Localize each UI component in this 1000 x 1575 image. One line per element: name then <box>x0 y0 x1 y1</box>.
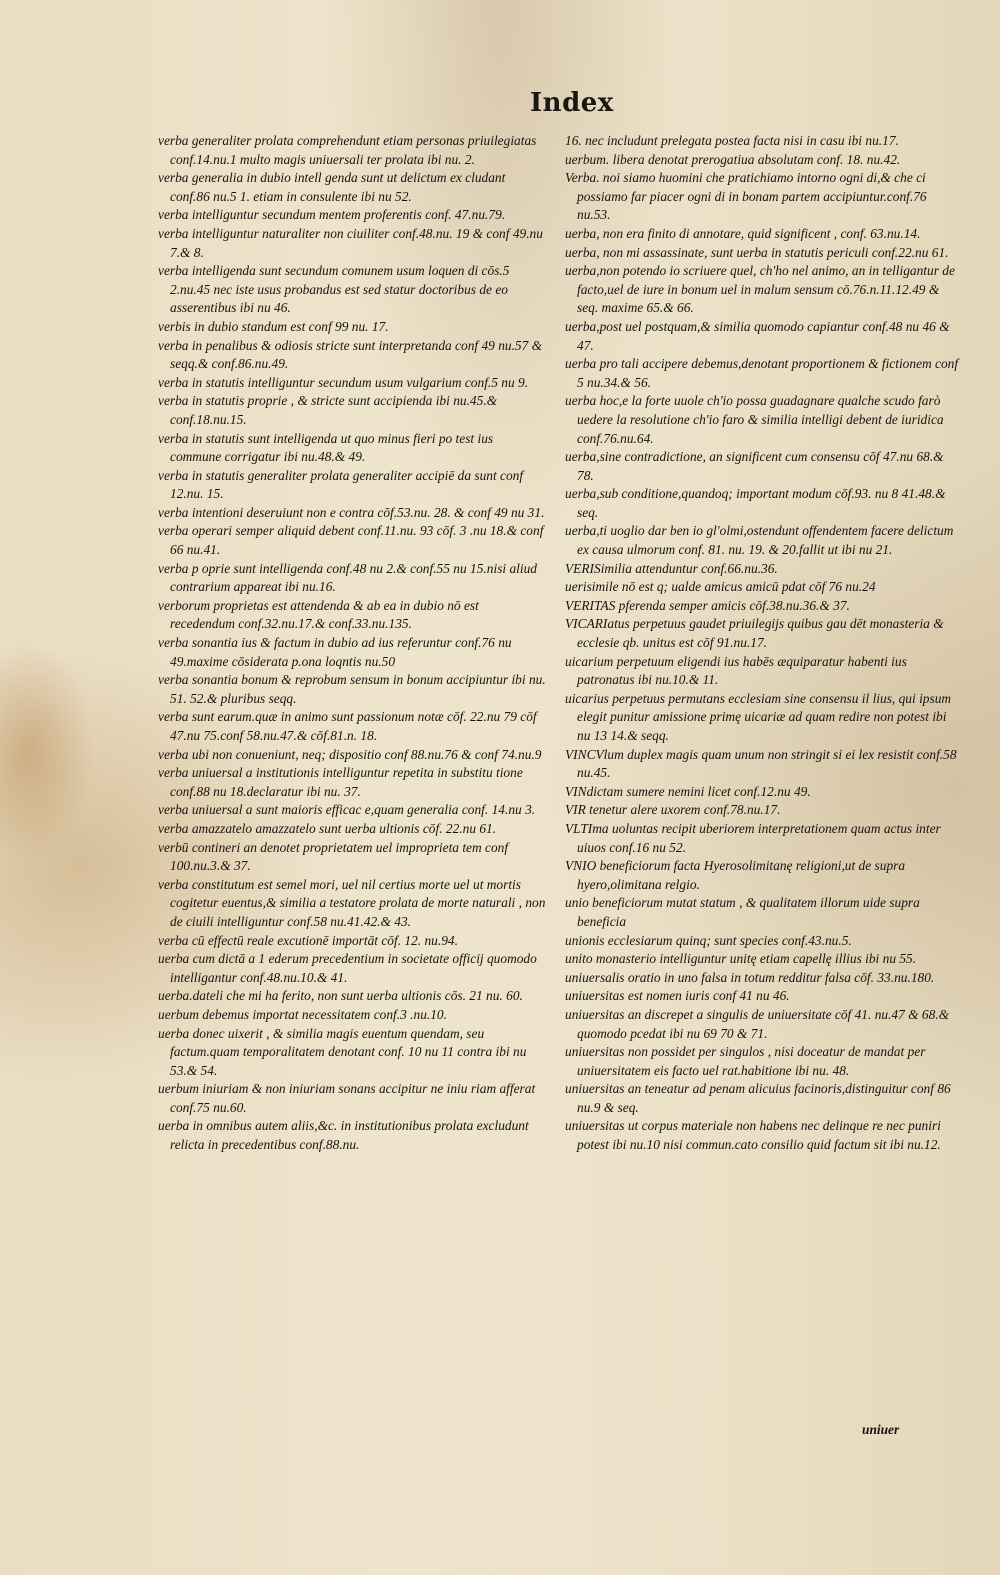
index-entry: verbis in dubio standum est conf 99 nu. 17. <box>158 318 389 334</box>
index-entry: verba in statutis sunt intelligenda ut quo minus fieri po test ius commune corrigatur ibi nu.48.& 49. <box>158 430 494 465</box>
index-entry: verba in penalibus & odiosis stricte sunt interpretanda conf 49 nu.57 & seqq.& conf.86.nu.49. <box>158 337 543 372</box>
index-entry: uniuersitas non possidet per singulos , nisi doceatur de mandat per uniuersitatem eis facto uel rat.habitione ibi nu. 48. <box>565 1044 926 1078</box>
index-entry: verba intentioni deseruiunt non e contra cōf.53.nu. 28. & conf 49 nu 31. <box>158 504 545 520</box>
index-entry: uerba cum dictā a 1 ederum precedentium in societate officij quomodo intelligantur conf.48.nu.10.& 41. <box>158 951 537 985</box>
index-entry: verba operari semper aliquid debent conf.11.nu. 93 cōf. 3 .nu 18.& conf 66 nu.41. <box>158 523 544 558</box>
index-entry: uerba hoc,e la forte uuole ch'io possa guadagnare qualche scudo farò uedere la resolutione ch'io faro & similia intelligi debent de iuridica conf.76.nu.64. <box>565 393 944 446</box>
index-entry: verba sonantia bonum & reprobum sensum in bonum accipiuntur ibi nu. 51. 52.& pluribus seqq. <box>158 672 546 706</box>
index-entry: uerba pro tali accipere debemus,denotant proportionem & fictionem conf 5 nu.34.& 56. <box>565 356 959 390</box>
index-entry: uerbum debemus importat necessitatem conf.3 .nu.10. <box>158 1006 447 1022</box>
index-entry: uerba,ti uoglio dar ben io gl'olmi,ostendunt offendentem facere delictum ex causa ulmorum conf. 81. nu. 19. & 20.fallit ut ibi nu 21. <box>565 523 954 558</box>
index-entry: uerbum iniuriam & non iniuriam sonans accipitur ne iniu riam afferat conf.75 nu.60. <box>158 1081 536 1115</box>
index-entry: uicarius perpetuus permutans ecclesiam sine consensu il lius, qui ipsum elegit punitur amissione primę uicariæ ad quam redire non potest ibi nu 13 14.& seqq. <box>565 690 952 743</box>
index-entry: Verba. noi siamo huomini che pratichiamo intorno ogni di,& che ci possiamo far piacer ogni di in bonam partem accipiuntur.conf.76 nu.53. <box>565 170 927 223</box>
index-entry: verba uniuersal a institutionis intelliguntur repetita in substitu tione conf.88 nu 18.declaratur ibi nu. 37. <box>158 765 523 799</box>
index-entry: uniuersitas ut corpus materiale non habens nec delinque re nec puniri potest ibi nu.10 nisi commun.cato consilio quid factum sit ibi nu.12. <box>565 1118 941 1153</box>
index-entry: verba generalia in dubio intell genda sunt ut delictum ex cludant conf.86 nu.5 1. etiam in consulente ibi nu 52. <box>158 170 506 204</box>
index-entry: VICARIatus perpetuus gaudet priuilegijs quibus gau dēt monasteria & ecclesie qb. unitus est cōf 91.nu.17. <box>565 616 944 651</box>
index-entry: verba in statutis proprie , & stricte sunt accipienda ibi nu.45.& conf.18.nu.15. <box>158 393 498 427</box>
index-entry: uerba,post uel postquam,& similia quomodo capiantur conf.48 nu 46 & 47. <box>565 318 950 353</box>
index-entry: verba generaliter prolata comprehendunt etiam personas priuilegiatas conf.14.nu.1 multo magis uniuersali ter prolata ibi nu. 2. <box>158 133 537 167</box>
index-entry: uerba,non potendo io scriuere quel, ch'ho nel animo, an in telligantur de facto,uel de iure in bonum uel in malum sensum cō.76.n.11.12.49 & seq. maxime 65.& 66. <box>565 263 955 316</box>
index-entry: verba in statutis generaliter prolata generaliter accipiē da sunt conf 12.nu. 15. <box>158 467 524 502</box>
paper-stain <box>0 640 95 860</box>
index-entry: VINdictam sumere nemini licet conf.12.nu 49. <box>565 783 811 799</box>
index-entry: uniuersitas an teneatur ad penam alicuius facinoris,distinguitur conf 86 nu.9 & seq. <box>565 1081 951 1115</box>
index-entry: uerba.dateli che mi ha ferito, non sunt uerba ultionis cōs. 21 nu. 60. <box>158 988 523 1004</box>
index-entry: unio beneficiorum mutat statum , & qualitatem illorum uide supra beneficia <box>565 895 920 929</box>
index-entry: verba p oprie sunt intelligenda conf.48 nu 2.& conf.55 nu 15.nisi aliud contrarium appareat ibi nu.16. <box>158 560 537 595</box>
index-entry: uerba in omnibus autem aliis,&c. in institutionibus prolata excludunt relicta in precedentibus conf.88.nu. <box>158 1118 529 1153</box>
index-entry: VNIO beneficiorum facta Hyerosolimitanę religioni,ut de supra hyero,olimitana relgio. <box>565 858 906 892</box>
index-entry: uniuersitas an discrepet a singulis de uniuersitate cōf 41. nu.47 & 68.& quomodo pcedat ibi nu 69 70 & 71. <box>565 1006 950 1041</box>
index-entry: 16. nec includunt prelegata postea facta nisi in casu ibi nu.17. <box>565 133 899 148</box>
index-entry: uniuersalis oratio in uno falsa in totum redditur falsa cōf. 33.nu.180. <box>565 969 935 985</box>
left-column <box>158 132 546 1155</box>
index-entry: verba constitutum est semel mori, uel nil certius morte uel ut mortis cogitetur euentus,& similia a testatore prolata de morte naturali , non de ciuili intelliguntur conf.58 nu.41.42.& 43. <box>158 876 546 929</box>
index-entry: verbū contineri an denotet proprietatem uel improprieta tem conf 100.nu.3.& 37. <box>158 839 509 874</box>
index-entry: uerba, non era finito di annotare, quid significent , conf. 63.nu.14. <box>565 225 921 241</box>
index-entry: uerbum. libera denotat prerogatiua absolutam conf. 18. nu.42. <box>565 151 901 167</box>
index-entry: verba uniuersal a sunt maioris efficac e,quam generalia conf. 14.nu 3. <box>158 802 536 818</box>
index-entry: verborum proprietas est attendenda & ab ea in dubio nō est recedendum conf.32.nu.17.& conf.33.nu.135. <box>158 597 479 632</box>
catchword: uniuer <box>862 1422 900 1437</box>
index-entry: verba sunt earum.quæ in animo sunt passionum notæ cōf. 22.nu 79 cōf 47.nu 75.conf 58.nu.47.& cōf.81.n. 18. <box>158 709 537 743</box>
index-entry: VERISimilia attenduntur conf.66.nu.36. <box>565 560 778 576</box>
index-entry: uerba,sub conditione,quandoq; important modum cōf.93. nu 8 41.48.& seq. <box>565 486 946 520</box>
index-entry: unito monasterio intelliguntur unitę etiam capellę illius ibi nu 55. <box>565 951 917 967</box>
index-entry: uniuersitas est nomen iuris conf 41 nu 46. <box>565 988 790 1004</box>
index-entry: uerba,sine contradictione, an significent cum consensu cōf 47.nu 68.& 78. <box>565 449 944 483</box>
index-entry: uerba, non mi assassinate, sunt uerba in statutis periculi conf.22.nu 61. <box>565 244 949 260</box>
index-entry: verba amazzatelo amazzatelo sunt uerba ultionis cōf. 22.nu 61. <box>158 820 497 836</box>
index-entry: unionis ecclesiarum quinq; sunt species conf.43.nu.5. <box>565 932 852 948</box>
index-entry: VINCVlum duplex magis quam unum non stringit si ei lex resistit conf.58 nu.45. <box>565 746 957 781</box>
index-entry: verba intelliguntur secundum mentem proferentis conf. 47.nu.79. <box>158 207 506 223</box>
index-entry: verba ubi non conueniunt, neq; dispositio conf 88.nu.76 & conf 74.nu.9 <box>158 746 542 762</box>
index-entry: uicarium perpetuum eligendi ius habēs æquiparatur habenti ius patronatus ibi nu.10.& 11. <box>565 653 907 688</box>
right-column <box>565 132 960 1155</box>
index-entry: verba sonantia ius & factum in dubio ad ius referuntur conf.76 nu 49.maxime cōsiderata p.ona loqntis nu.50 <box>158 635 512 669</box>
index-entry: verba in statutis intelliguntur secundum usum vulgarium conf.5 nu 9. <box>158 374 529 390</box>
index-entry: uerba donec uixerit , & similia magis euentum quendam, seu factum.quam temporalitatem denotant conf. 10 nu 11 contra ibi nu 53.& 54. <box>158 1025 527 1078</box>
index-entry: verba cū effectū reale excutionē importāt cōf. 12. nu.94. <box>158 932 458 948</box>
index-entry: VLTIma uoluntas recipit uberiorem interpretationem quam actus inter uiuos conf.16 nu 52. <box>565 820 941 855</box>
index-entry: VIR tenetur alere uxorem conf.78.nu.17. <box>565 802 781 818</box>
index-entry: VERITAS pferenda semper amicis cōf.38.nu.36.& 37. <box>565 597 850 613</box>
page-header: Index <box>530 88 614 118</box>
index-entry: uerisimile nō est q; ualde amicus amicū pdat cōf 76 nu.24 <box>565 579 876 595</box>
index-entry: verba intelliguntur naturaliter non ciuiliter conf.48.nu. 19 & conf 49.nu 7.& 8. <box>158 225 543 260</box>
index-entry: verba intelligenda sunt secundum comunem usum loquen di cōs.5 2.nu.45 nec iste usus probandus est sed statur doctoribus de eo asserentibus ibi nu 46. <box>158 263 510 316</box>
